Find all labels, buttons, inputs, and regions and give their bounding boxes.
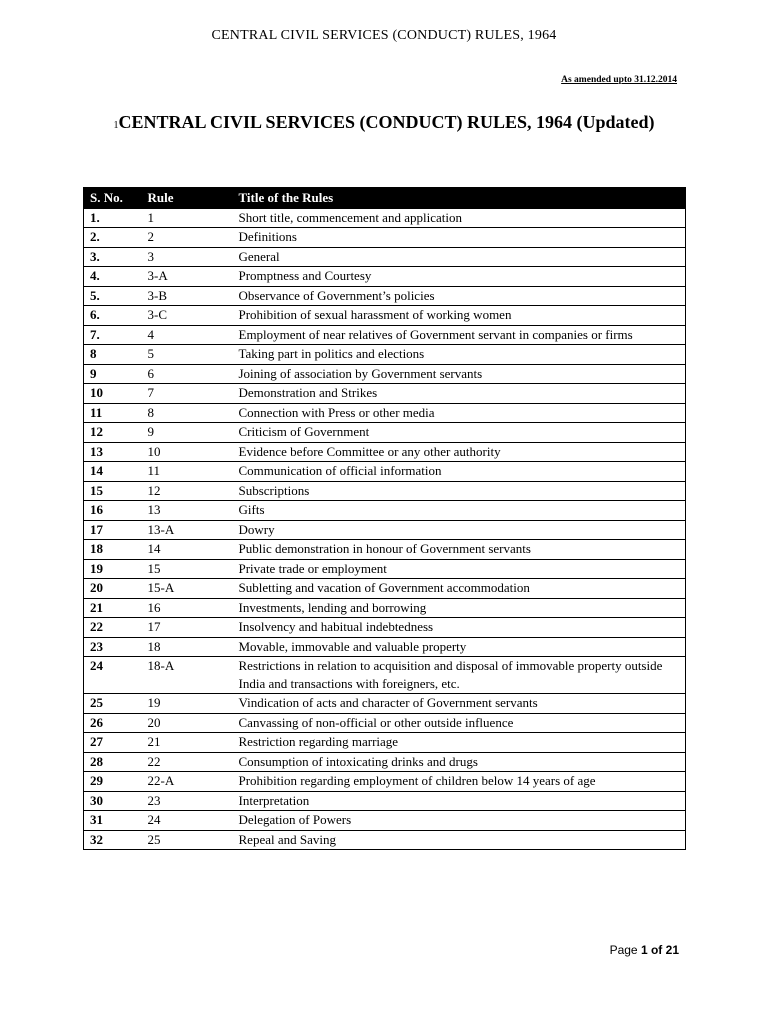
table-row [84,267,686,287]
cell-sno: 2. [84,228,142,248]
cell-title: Demonstration and Strikes [233,384,686,404]
table-row [84,733,686,753]
cell-sno: 24 [84,657,142,694]
cell-sno: 19 [84,559,142,579]
cell-sno: 25 [84,694,142,714]
cell-rule: 7 [142,384,233,404]
cell-rule: 19 [142,694,233,714]
table-row [84,501,686,521]
cell-sno: 13 [84,442,142,462]
table-row [84,345,686,365]
cell-sno: 5. [84,286,142,306]
cell-rule: 22 [142,752,233,772]
cell-rule: 13 [142,501,233,521]
cell-sno: 14 [84,462,142,482]
cell-rule: 15-A [142,579,233,599]
cell-rule: 1 [142,208,233,228]
cell-title: Delegation of Powers [233,811,686,831]
cell-rule: 11 [142,462,233,482]
cell-sno: 26 [84,713,142,733]
column-header-sno: S. No. [84,188,142,209]
table-row [84,830,686,850]
cell-sno: 3. [84,247,142,267]
page-of: of [650,943,663,957]
cell-title: Employment of near relatives of Government servant in companies or firms [233,325,686,345]
cell-rule: 22-A [142,772,233,792]
cell-rule: 15 [142,559,233,579]
cell-sno: 12 [84,423,142,443]
rules-table-header [84,188,686,209]
cell-rule: 17 [142,618,233,638]
table-row [84,618,686,638]
cell-rule: 13-A [142,520,233,540]
table-row [84,713,686,733]
cell-title: Insolvency and habitual indebtedness [233,618,686,638]
cell-title: Short title, commencement and application [233,208,686,228]
cell-sno: 17 [84,520,142,540]
cell-title: Movable, immovable and valuable property [233,637,686,657]
cell-title: Vindication of acts and character of Government servants [233,694,686,714]
table-row [84,520,686,540]
cell-sno: 22 [84,618,142,638]
cell-title: Public demonstration in honour of Government servants [233,540,686,560]
page-label: Page [609,943,638,957]
cell-title: Criticism of Government [233,423,686,443]
header-row [84,188,686,209]
cell-title: Evidence before Committee or any other authority [233,442,686,462]
cell-rule: 2 [142,228,233,248]
table-row [84,364,686,384]
cell-title: Subscriptions [233,481,686,501]
cell-rule: 6 [142,364,233,384]
cell-rule: 12 [142,481,233,501]
page-total: 21 [665,943,679,957]
cell-title: Connection with Press or other media [233,403,686,423]
cell-rule: 25 [142,830,233,850]
cell-title: Investments, lending and borrowing [233,598,686,618]
table-row [84,306,686,326]
cell-sno: 31 [84,811,142,831]
cell-rule: 5 [142,345,233,365]
cell-sno: 8 [84,345,142,365]
rules-table [83,187,686,850]
cell-rule: 3-B [142,286,233,306]
footnote-marker: 1 [113,120,119,131]
cell-rule: 9 [142,423,233,443]
table-row [84,791,686,811]
document-title-text: CENTRAL CIVIL SERVICES (CONDUCT) RULES, 1964 (Updated) [118,112,655,132]
cell-rule: 10 [142,442,233,462]
cell-sno: 10 [84,384,142,404]
table-row [84,540,686,560]
cell-sno: 7. [84,325,142,345]
cell-title: Definitions [233,228,686,248]
cell-sno: 27 [84,733,142,753]
table-row [84,811,686,831]
table-row [84,559,686,579]
cell-title: Prohibition of sexual harassment of working women [233,306,686,326]
cell-sno: 21 [84,598,142,618]
cell-sno: 32 [84,830,142,850]
table-row [84,325,686,345]
cell-title: Restrictions in relation to acquisition and disposal of immovable property outside India and transactions with foreigners, etc. [233,657,686,694]
cell-sno: 28 [84,752,142,772]
cell-rule: 3-C [142,306,233,326]
table-row [84,286,686,306]
cell-sno: 29 [84,772,142,792]
page-number [610,943,679,957]
cell-title: Promptness and Courtesy [233,267,686,287]
cell-sno: 6. [84,306,142,326]
cell-rule: 4 [142,325,233,345]
cell-sno: 30 [84,791,142,811]
column-header-title: Title of the Rules [233,188,686,209]
cell-title: Joining of association by Government servants [233,364,686,384]
table-row [84,403,686,423]
cell-sno: 15 [84,481,142,501]
cell-sno: 20 [84,579,142,599]
cell-rule: 24 [142,811,233,831]
table-row [84,423,686,443]
cell-rule: 3 [142,247,233,267]
cell-title: Gifts [233,501,686,521]
cell-rule: 21 [142,733,233,753]
cell-sno: 18 [84,540,142,560]
cell-rule: 20 [142,713,233,733]
table-row [84,462,686,482]
cell-rule: 23 [142,791,233,811]
running-header: CENTRAL CIVIL SERVICES (CONDUCT) RULES, 1964 [211,28,557,43]
cell-title: Consumption of intoxicating drinks and drugs [233,752,686,772]
cell-title: General [233,247,686,267]
amended-note: As amended upto 31.12.2014 [561,75,677,85]
cell-title: Observance of Government’s policies [233,286,686,306]
cell-rule: 16 [142,598,233,618]
table-row [84,694,686,714]
table-row [84,598,686,618]
cell-title: Taking part in politics and elections [233,345,686,365]
table-row [84,579,686,599]
cell-title: Dowry [233,520,686,540]
cell-rule: 3-A [142,267,233,287]
cell-sno: 11 [84,403,142,423]
cell-title: Repeal and Saving [233,830,686,850]
cell-sno: 1. [84,208,142,228]
table-row [84,442,686,462]
table-row [84,208,686,228]
cell-sno: 16 [84,501,142,521]
cell-rule: 18-A [142,657,233,694]
cell-sno: 4. [84,267,142,287]
table-row [84,384,686,404]
cell-title: Restriction regarding marriage [233,733,686,753]
cell-title: Canvassing of non-official or other outside influence [233,713,686,733]
document-title [0,112,768,133]
table-row [84,247,686,267]
cell-title: Interpretation [233,791,686,811]
cell-title: Subletting and vacation of Government accommodation [233,579,686,599]
column-header-rule: Rule [142,188,233,209]
table-row [84,228,686,248]
rules-table-body [84,208,686,850]
page-current: 1 [640,943,648,957]
cell-rule: 8 [142,403,233,423]
cell-title: Prohibition regarding employment of children below 14 years of age [233,772,686,792]
cell-sno: 23 [84,637,142,657]
table-row [84,752,686,772]
table-row [84,772,686,792]
cell-title: Communication of official information [233,462,686,482]
table-row [84,637,686,657]
cell-rule: 14 [142,540,233,560]
cell-rule: 18 [142,637,233,657]
table-row [84,657,686,694]
cell-title: Private trade or employment [233,559,686,579]
cell-sno: 9 [84,364,142,384]
table-row [84,481,686,501]
